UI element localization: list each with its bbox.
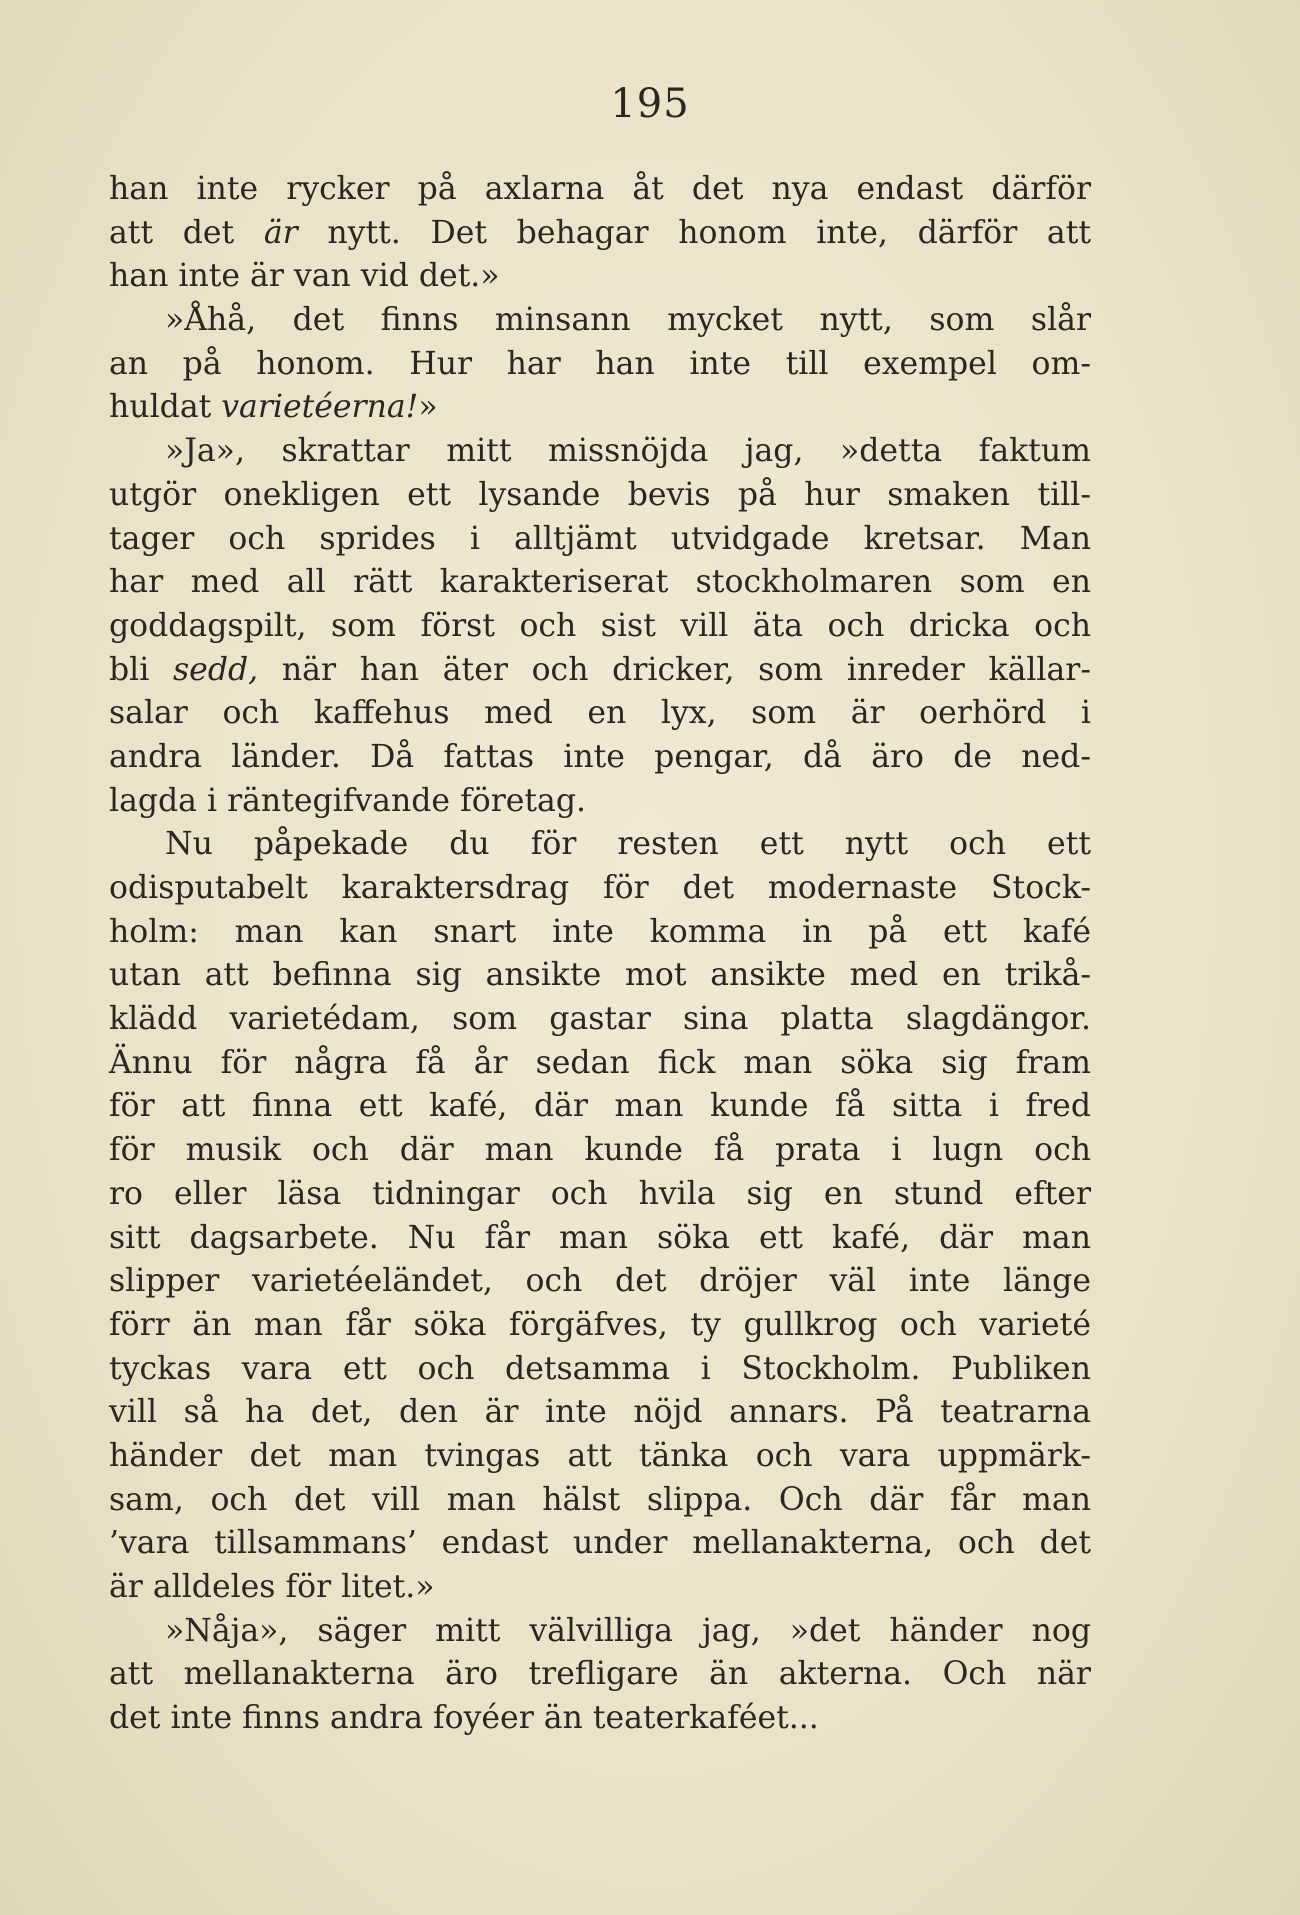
text-line bbox=[109, 1653, 1091, 1697]
text-segment: att mellanakterna äro trefligare än akterna. Och när bbox=[109, 1656, 1091, 1693]
text-line bbox=[109, 386, 1091, 430]
text-line bbox=[109, 954, 1091, 998]
text-segment: slipper varietéeländet, och det dröjer väl inte länge bbox=[109, 1263, 1091, 1300]
text-line bbox=[109, 518, 1091, 562]
text-segment: händer det man tvingas att tänka och vara uppmärk- bbox=[109, 1437, 1091, 1474]
text-line bbox=[109, 692, 1091, 736]
text-segment: lagda i räntegifvande företag. bbox=[109, 782, 587, 819]
text-segment: när han äter och dricker, som inreder källar- bbox=[258, 651, 1091, 688]
text-segment: är alldeles för litet.» bbox=[109, 1569, 435, 1605]
text-line bbox=[109, 911, 1091, 955]
text-line bbox=[109, 430, 1091, 474]
text-line bbox=[109, 605, 1091, 649]
text-segment: huldat bbox=[109, 389, 222, 426]
text-segment: han inte rycker på axlarna åt det nya endast därför bbox=[109, 171, 1091, 207]
italic-text: är bbox=[263, 214, 298, 251]
text-line bbox=[109, 1522, 1091, 1566]
text-line bbox=[109, 867, 1091, 911]
text-line bbox=[109, 299, 1091, 343]
italic-text: sedd, bbox=[173, 651, 259, 688]
text-line bbox=[109, 1566, 1091, 1610]
text-segment: sitt dagsarbete. Nu får man söka ett kafé, där man bbox=[109, 1219, 1091, 1256]
text-segment: sam, och det vill man hälst slippa. Och där får man bbox=[109, 1481, 1091, 1518]
text-segment: att det bbox=[109, 214, 264, 251]
text-segment: tager och sprides i alltjämt utvidgade kretsar. Man bbox=[109, 520, 1091, 557]
text-segment: utgör onekligen ett lysande bevis på hur smaken till- bbox=[109, 476, 1091, 513]
text-line bbox=[109, 212, 1091, 256]
text-segment: odisputabelt karaktersdrag för det modernaste Stock- bbox=[109, 870, 1091, 906]
text-segment: » bbox=[418, 389, 438, 426]
text-line bbox=[109, 474, 1091, 518]
text-line bbox=[109, 561, 1091, 605]
text-segment: det inte finns andra foyéer än teaterkaféet... bbox=[109, 1700, 819, 1737]
text-line bbox=[109, 1042, 1091, 1086]
text-segment: förr än man får söka förgäfves, ty gullkrog och varieté bbox=[109, 1306, 1091, 1343]
text-line bbox=[109, 1435, 1091, 1479]
text-line bbox=[109, 1479, 1091, 1523]
text-segment: för musik och där man kunde få prata i lugn och bbox=[109, 1132, 1091, 1169]
text-segment: ro eller läsa tidningar och hvila sig en stund efter bbox=[109, 1175, 1091, 1212]
text-segment: tyckas vara ett och detsamma i Stockholm. Publiken bbox=[109, 1350, 1091, 1387]
text-segment: salar och kaffehus med en lyx, som är oerhörd i bbox=[109, 695, 1091, 732]
text-line bbox=[109, 998, 1091, 1042]
text-line bbox=[109, 168, 1091, 212]
text-line bbox=[109, 780, 1091, 824]
text-segment: »Åhå, det finns minsann mycket nytt, som slår bbox=[165, 302, 1091, 339]
text-segment: utan att befinna sig ansikte mot ansikte med en trikå- bbox=[109, 957, 1091, 994]
text-segment: »Ja», skrattar mitt missnöjda jag, »detta faktum bbox=[165, 433, 1091, 470]
text-segment: ’vara tillsammans’ endast under mellanakterna, och det bbox=[109, 1525, 1091, 1562]
text-segment: han inte är van vid det.» bbox=[109, 258, 500, 295]
text-segment: klädd varietédam, som gastar sina platta slagdängor. bbox=[109, 1001, 1091, 1038]
text-segment: nytt. Det behagar honom inte, därför att bbox=[297, 214, 1092, 251]
text-segment: goddagspilt, som först och sist vill äta och dricka och bbox=[109, 607, 1091, 644]
text-line bbox=[109, 1391, 1091, 1435]
text-segment: har med all rätt karakteriserat stockholmaren som en bbox=[109, 564, 1091, 601]
text-segment: Nu påpekade du för resten ett nytt och ett bbox=[165, 826, 1091, 863]
text-segment: »Nåja», säger mitt välvilliga jag, »det händer nog bbox=[165, 1612, 1091, 1649]
text-line bbox=[109, 1217, 1091, 1261]
text-segment: för att finna ett kafé, där man kunde få sitta i fred bbox=[109, 1088, 1091, 1125]
text-line bbox=[109, 736, 1091, 780]
text-line bbox=[109, 1304, 1091, 1348]
text-line bbox=[109, 1085, 1091, 1129]
text-segment: andra länder. Då fattas inte pengar, då äro de ned- bbox=[109, 738, 1091, 775]
text-line bbox=[109, 1610, 1091, 1654]
body-text bbox=[109, 168, 1091, 1741]
text-segment: vill så ha det, den är inte nöjd annars. På teatrarna bbox=[109, 1394, 1091, 1431]
text-line bbox=[109, 1697, 1091, 1741]
text-segment: Ännu för några få år sedan fick man söka sig fram bbox=[109, 1044, 1091, 1081]
text-line bbox=[109, 255, 1091, 299]
italic-text: varietéerna! bbox=[221, 389, 419, 426]
page-number: 195 bbox=[610, 81, 690, 127]
text-segment: bli bbox=[109, 651, 174, 688]
text-line bbox=[109, 343, 1091, 387]
text-line bbox=[109, 1173, 1091, 1217]
text-line bbox=[109, 823, 1091, 867]
text-line bbox=[109, 1348, 1091, 1392]
text-line bbox=[109, 1260, 1091, 1304]
text-segment: holm: man kan snart inte komma in på ett kafé bbox=[109, 913, 1091, 950]
text-line bbox=[109, 1129, 1091, 1173]
text-line bbox=[109, 649, 1091, 693]
text-segment: an på honom. Hur har han inte till exempel om- bbox=[109, 345, 1091, 382]
